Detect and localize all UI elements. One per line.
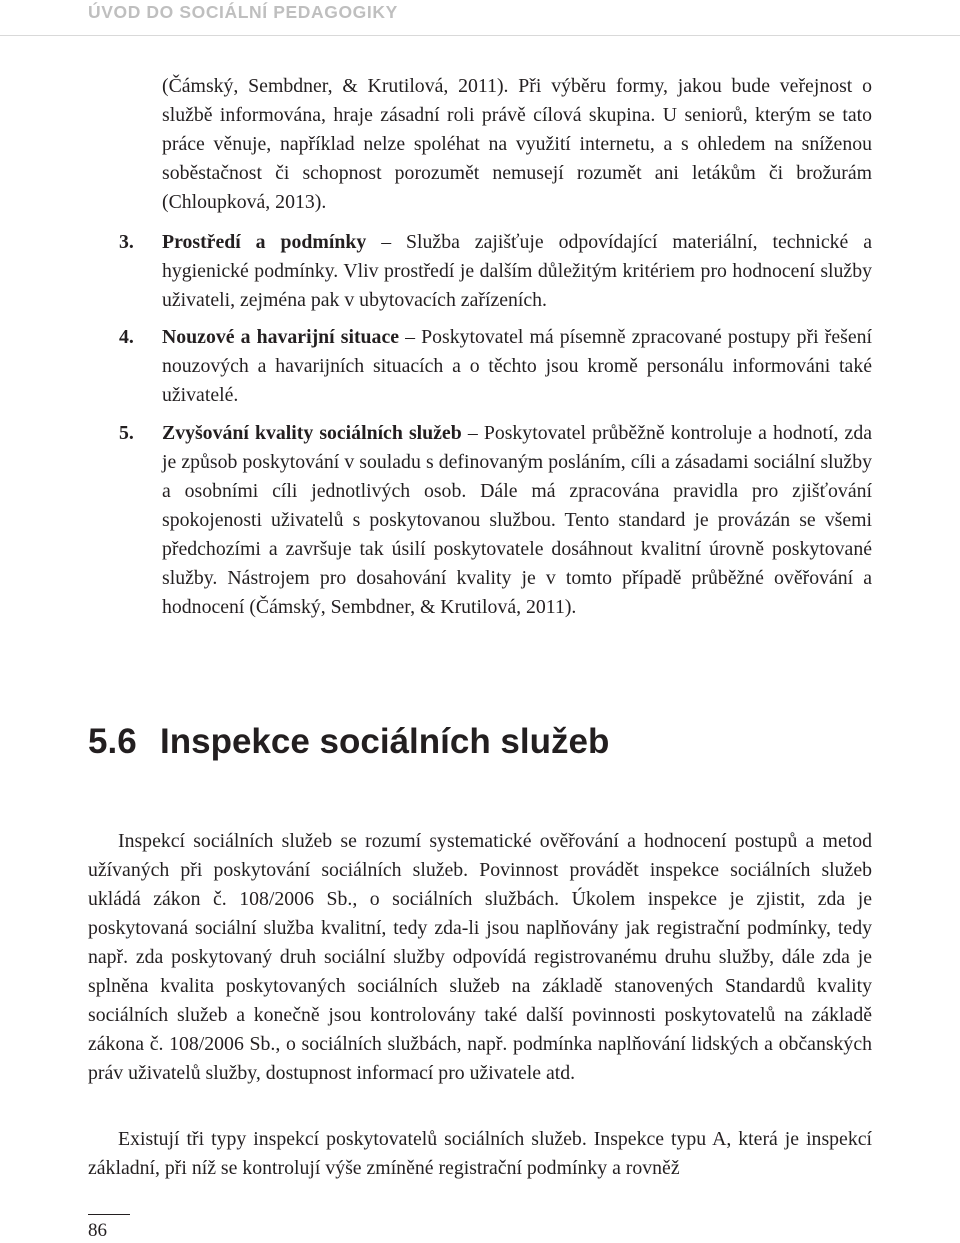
list-item	[88, 228, 872, 315]
section-heading	[88, 720, 609, 764]
list-item-body	[162, 228, 872, 315]
running-title: ÚVOD DO SOCIÁLNÍ PEDAGOGIKY	[88, 2, 398, 22]
body-paragraph-text: Existují tři typy inspekcí poskytovatelů sociálních služeb. Inspekce typu A, která je inspekcí základní, při níž se kontrolují výše zmíněné registrační podmínky a rovněž	[88, 1128, 872, 1179]
list-item-text: – Poskytovatel má písemně zpracované postupy při řešení nouzových a havarijních situacích a o těchto jsou kromě personálu informováni také uživatelé.	[162, 326, 873, 406]
section-number: 5.6	[88, 722, 137, 761]
list-item-body	[162, 323, 872, 410]
page-number: 86	[88, 1220, 107, 1241]
list-item-term: Prostředí a podmínky	[162, 231, 367, 253]
list-item	[88, 323, 872, 410]
list-item-number: 3.	[119, 231, 134, 253]
list-item-text: – Služba zajišťuje odpovídající materiální, technické a hygienické podmínky. Vliv prostředí je dalším důležitým kritériem pro hodnocení služby uživateli, zejména pak v ubytovacích zařízeních.	[162, 231, 872, 311]
list-item-text: – Poskytovatel průběžně kontroluje a hodnotí, zda je způsob poskytování v souladu s definovaným posláním, cíli a zásadami sociální služby a osobními cíli jednotlivých osob. Dále má zpracována pravidla pro zjišťování spokojenosti uživatelů s poskytovanou službou. Tento standard je provázán se všemi předchozími a završuje tak úsilí poskytovatele dosáhnout kvalitní úrovně poskytované služby. Nástrojem pro dosahování kvality je v tomto případě průběžné ověřování a hodnocení (Čámský, Sembdner, & Krutilová, 2011).	[162, 422, 872, 618]
list-item-term: Nouzové a havarijní situace	[162, 326, 400, 348]
footer-rule	[88, 1214, 130, 1215]
list-item-term: Zvyšování kvality sociálních služeb	[162, 422, 462, 444]
continuation-paragraph: (Čámský, Sembdner, & Krutilová, 2011). Při výběru formy, jakou bude veřejnost o službě informována, hraje zásadní roli právě cílová skupina. U seniorů, kterým se tato práce věnuje, například nelze spoléhat na využití internetu, a s ohledem na sníženou soběstačnost či schopnost porozumět nemusejí rozumět ani letákům či brožurám (Chloupková, 2013).	[162, 75, 872, 213]
running-header	[0, 0, 960, 36]
list-item-number: 5.	[119, 422, 134, 444]
list-item-body	[162, 419, 872, 622]
list-item	[88, 419, 872, 622]
body-paragraph-text: Inspekcí sociálních služeb se rozumí systematické ověřování a hodnocení postupů a metod užívaných při poskytování sociálních služeb. Povinnost provádět inspekce sociálních služeb ukládá zákon č. 108/2006 Sb., o sociálních službách. Úkolem inspekce je zjistit, zda je poskytovaná sociální služba kvalitní, tedy zda-li jsou naplňovány jak registrační podmínky, tedy např. zda poskytovaný druh sociální služby odpovídá registrovanému druhu služby, dále zda je splněna kvalita poskytovaných sociálních služeb na základě stanovených Standardů kvality sociálních služeb a konečně jsou kontrolovány také další povinnosti poskytovatelů na základě zákona č. 108/2006 Sb., o sociálních službách, např. podmínka naplňování lidských a občanských práv uživatelů služby, dostupnost informací pro uživatele atd.	[88, 830, 872, 1084]
body-paragraph	[88, 827, 872, 1088]
body-paragraph	[88, 1125, 872, 1183]
section-title: Inspekce sociálních služeb	[160, 722, 610, 761]
list-item-number: 4.	[119, 326, 134, 348]
